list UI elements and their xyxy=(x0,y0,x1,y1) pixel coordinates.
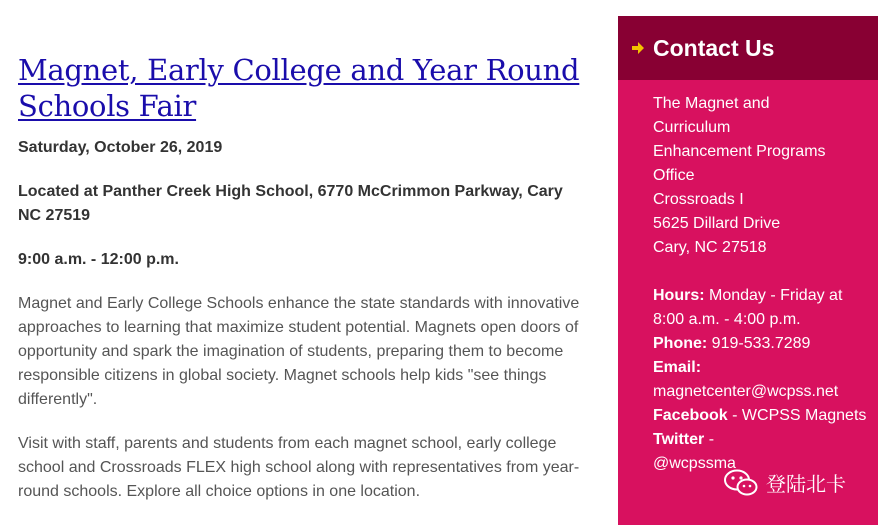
phone-value[interactable]: 919-533.7289 xyxy=(707,335,811,352)
contact-sidebar xyxy=(618,16,878,525)
email-row xyxy=(653,356,868,404)
address-line: Office xyxy=(653,167,695,184)
email-link[interactable]: magnetcenter@wcpss.net xyxy=(653,383,839,400)
hours-row xyxy=(653,284,868,332)
contact-details xyxy=(618,80,878,476)
twitter-value: - xyxy=(704,431,715,448)
hours-value: Monday - Friday at 8:00 a.m. - 4:00 p.m. xyxy=(653,287,843,328)
facebook-value[interactable]: - WCPSS Magnets xyxy=(727,407,867,424)
event-visit-info: Visit with staff, parents and students from each magnet school, early college school and Crossroads FLEX high school along with representatives from year-round schools. Explore all choice options in one location. xyxy=(18,435,580,500)
address-line: Enhancement Programs xyxy=(653,143,826,160)
sidebar-header xyxy=(618,16,878,80)
arrow-right-icon xyxy=(631,41,645,55)
event-date: Saturday, October 26, 2019 xyxy=(18,139,223,156)
event-time: 9:00 a.m. - 12:00 p.m. xyxy=(18,251,179,268)
twitter-label[interactable]: Twitter xyxy=(653,431,705,448)
event-title-link[interactable]: Magnet, Early College and Year Round Schools Fair xyxy=(18,53,580,123)
facebook-label[interactable]: Facebook xyxy=(653,407,728,424)
hours-label: Hours: xyxy=(653,287,705,304)
wechat-icon xyxy=(724,469,758,497)
event-location: Located at Panther Creek High School, 6770 McCrimmon Parkway, Cary NC 27519 xyxy=(18,183,563,224)
facebook-row xyxy=(653,404,868,428)
event-content xyxy=(18,52,588,524)
twitter-handle[interactable]: @wcpssma xyxy=(653,455,736,472)
event-description: Magnet and Early College Schools enhance the state standards with innovative approaches to learning that maximize student potential. Magnets open doors of opportunity and spark the imagination of students, preparing them to become responsible citizens in global society. Magnet schools help kids "see things differently". xyxy=(18,295,580,408)
address-line: The Magnet and xyxy=(653,95,770,112)
address-line: Cary, NC 27518 xyxy=(653,239,767,256)
address-line: Crossroads I xyxy=(653,191,744,208)
address-line: 5625 Dillard Drive xyxy=(653,215,781,232)
address-line: Curriculum xyxy=(653,119,731,136)
watermark xyxy=(724,468,846,497)
watermark-text: 登陆北卡 xyxy=(766,472,846,496)
phone-label: Phone: xyxy=(653,335,708,352)
email-label: Email: xyxy=(653,359,702,376)
phone-row xyxy=(653,332,868,356)
sidebar-title: Contact Us xyxy=(653,34,775,61)
